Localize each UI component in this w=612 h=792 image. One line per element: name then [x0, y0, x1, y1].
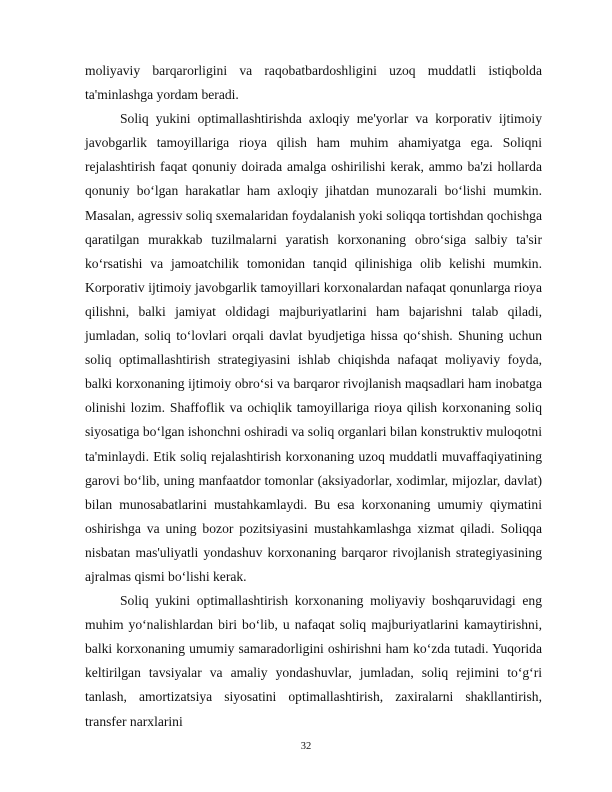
- page-body: [85, 59, 542, 734]
- paragraph-continuation: moliyaviy barqarorligini va raqobatbardoshligini uzoq muddatli istiqbolda ta'minlashga yordam beradi.: [85, 63, 542, 103]
- paragraph-ethics-csr: Soliq yukini optimallashtirishda axloqiy me'yorlar va korporativ ijtimoiy javobgarlik tamoyillariga rioya qilish ham muhim ahamiyatga ega. Soliqni rejalashtirish faqat qonuniy doirada amalga oshirilishi kerak, ammo ba'zi hollarda qonuniy boʻlgan harakatlar ham axloqiy jihatdan munozarali boʻlishi mumkin. Masalan, agressiv soliq sxemalaridan foydalanish yoki soliqqa tortishdan qochishga qaratilgan murakkab tuzilmalarni yaratish korxonaning obroʻsiga salbiy ta'sir koʻrsatishi va jamoatchilik tomonidan tanqid qilinishiga olib kelishi mumkin. Korporativ ijtimoiy javobgarlik tamoyillari korxonalardan nafaqat qonunlarga rioya qilishni, balki jamiyat oldidagi majburiyatlarini ham bajarishni talab qiladi, jumladan, soliq toʻlovlari orqali davlat byudjetiga hissa qoʻshish. Shuning uchun soliq optimallashtirish strategiyasini ishlab chiqishda nafaqat moliyaviy foyda, balki korxonaning ijtimoiy obroʻsi va barqaror rivojlanish maqsadlari ham inobatga olinishi lozim. Shaffoflik va ochiqlik tamoyillariga rioya qilish korxonaning soliq siyosatiga boʻlgan ishonchni oshiradi va soliq organlari bilan konstruktiv muloqotni ta'minlaydi. Etik soliq rejalashtirish korxonaning uzoq muddatli muvaffaqiyatining garovi boʻlib, uning manfaatdor tomonlar (aksiyadorlar, xodimlar, mijozlar, davlat) bilan munosabatlarini mustahkamlaydi. Bu esa korxonaning umumiy qiymatini oshirishga va uning bozor pozitsiyasini mustahkamlashga xizmat qiladi. Soliqqa nisbatan mas'uliyatli yondashuv korxonaning barqaror rivojlanish strategiyasining ajralmas qismi boʻlishi kerak.: [85, 111, 542, 584]
- paragraph-tax-optimization-summary: Soliq yukini optimallashtirish korxonaning moliyaviy boshqaruvidagi eng muhim yoʻnalishlardan biri boʻlib, u nafaqat soliq majburiyatlarini kamaytirishni, balki korxonaning umumiy samaradorligini oshirishni ham koʻzda tutadi. Yuqorida keltirilgan tavsiyalar va amaliy yondashuvlar, jumladan, soliq rejimini toʻgʻri tanlash, amortizatsiya siyosatini optimallashtirish, zaxiralarni shakllantirish, transfer narxlarini: [85, 593, 542, 729]
- page-number: 32: [300, 741, 312, 752]
